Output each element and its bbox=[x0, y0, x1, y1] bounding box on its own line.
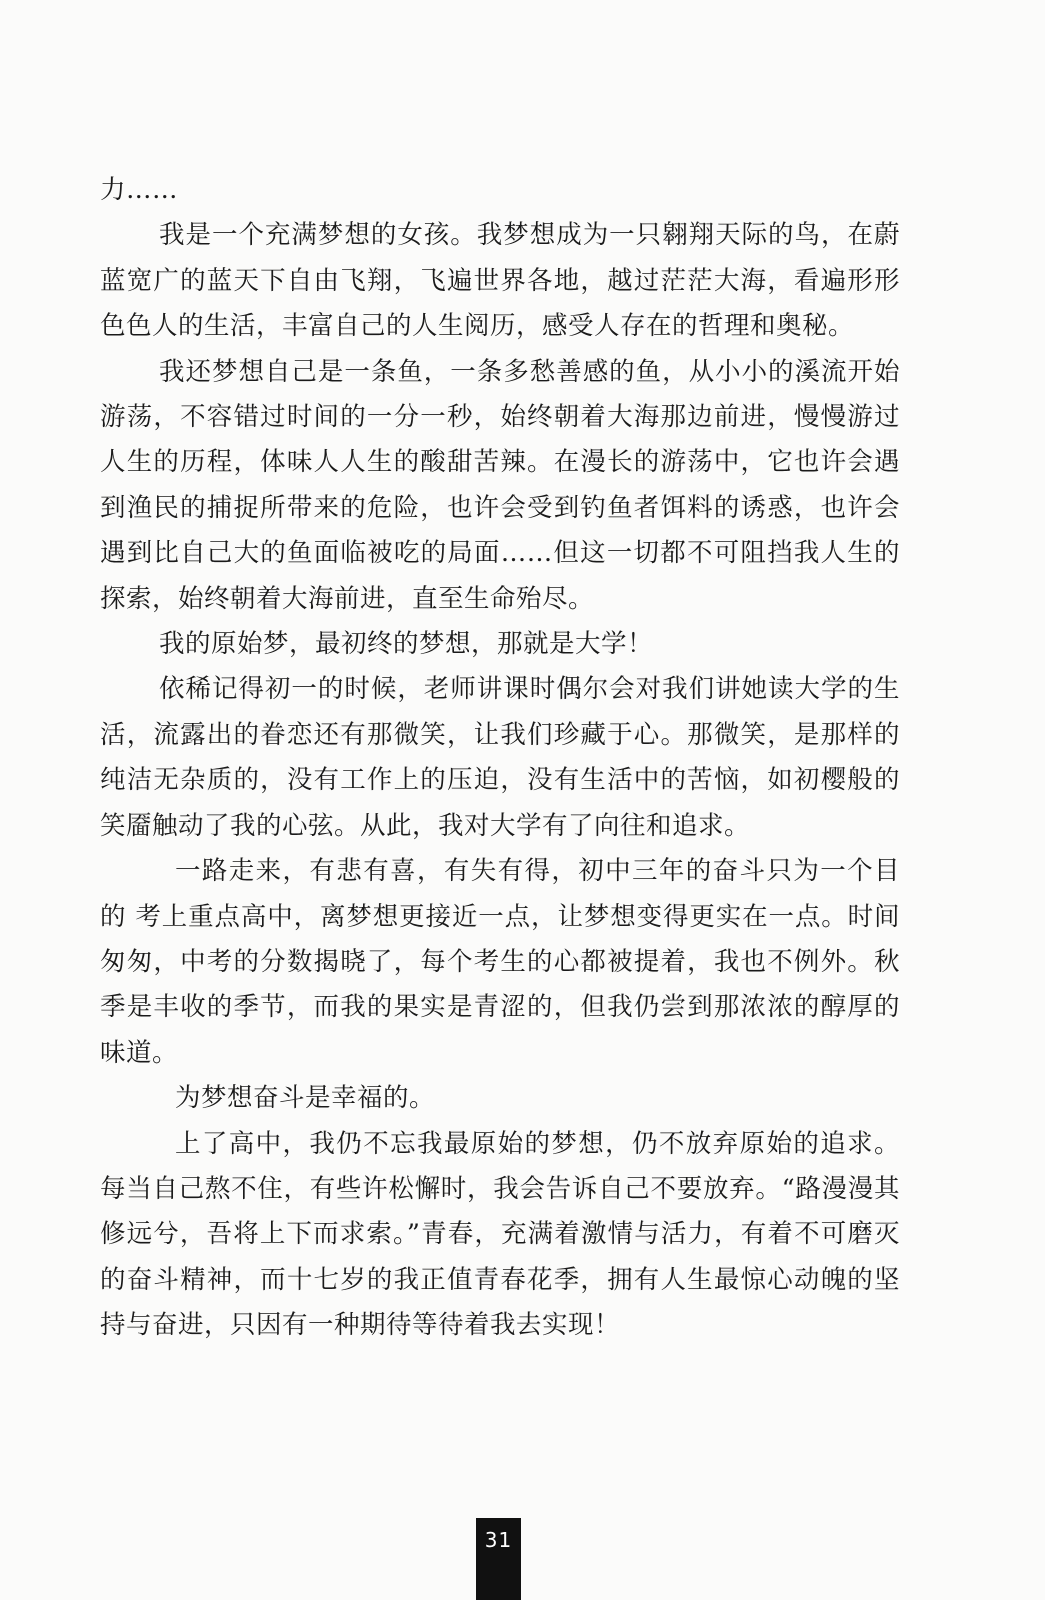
paragraph-teacher-memory: 依稀记得初一的时候，老师讲课时偶尔会对我们讲她读大学的生活，流露出的眷恋还有那微笑，让我们珍藏于心。那微笑，是那样的纯洁无杂质的，没有工作上的压迫，没有生活中的苦恼，如初樱般的笑靥触动了我的心弦。从此，我对大学有了向往和追求。 bbox=[100, 674, 900, 841]
paragraph-dream-bird: 我是一个充满梦想的女孩。我梦想成为一只翱翔天际的鸟，在蔚蓝宽广的蓝天下自由飞翔，飞遍世界各地，越过茫茫大海，看遍形形色色人的生活，丰富自己的人生阅历，感受人存在的哲理和奥秘。 bbox=[100, 220, 900, 342]
paragraph-original-dream: 我的原始梦，最初终的梦想，那就是大学！ bbox=[159, 629, 654, 660]
page-body bbox=[100, 168, 900, 1349]
paragraph-high-school: 上了高中，我仍不忘我最原始的梦想，仍不放弃原始的追求。每当自己熬不住，有些许松懈时，我会告诉自己不要放弃。“路漫漫其修远兮，吾将上下而求索。”青春，充满着激情与活力，有着不可磨灭的奋斗精神，而十七岁的我正值青春花季，拥有人生最惊心动魄的坚持与奋进，只因有一种期待等待着我去实现！ bbox=[100, 1128, 900, 1341]
paragraph-continuation: 力…… bbox=[100, 175, 179, 205]
page-number: 31 bbox=[476, 1518, 521, 1600]
paragraph-happiness: 为梦想奋斗是幸福的。 bbox=[175, 1083, 436, 1114]
paragraph-junior-high: 一路走来，有悲有喜，有失有得，初中三年的奋斗只为一个目的 考上重点高中，离梦想更接近一点，让梦想变得更实在一点。时间匆匆，中考的分数揭晓了，每个考生的心都被提着，我也不例外。秋季是丰收的季节，而我的果实是青涩的，但我仍尝到那浓浓的醇厚的味道。 bbox=[100, 856, 900, 1068]
paragraph-dream-fish: 我还梦想自己是一条鱼，一条多愁善感的鱼，从小小的溪流开始游荡，不容错过时间的一分一秒，始终朝着大海那边前进，慢慢游过人生的历程，体味人人生的酸甜苦辣。在漫长的游荡中，它也许会遇到渔民的捕捉所带来的危险，也许会受到钓鱼者饵料的诱惑，也许会遇到比自己大的鱼面临被吃的局面……但这一切都不可阻挡我人生的探索，始终朝着大海前进，直至生命殆尽。 bbox=[100, 356, 900, 614]
